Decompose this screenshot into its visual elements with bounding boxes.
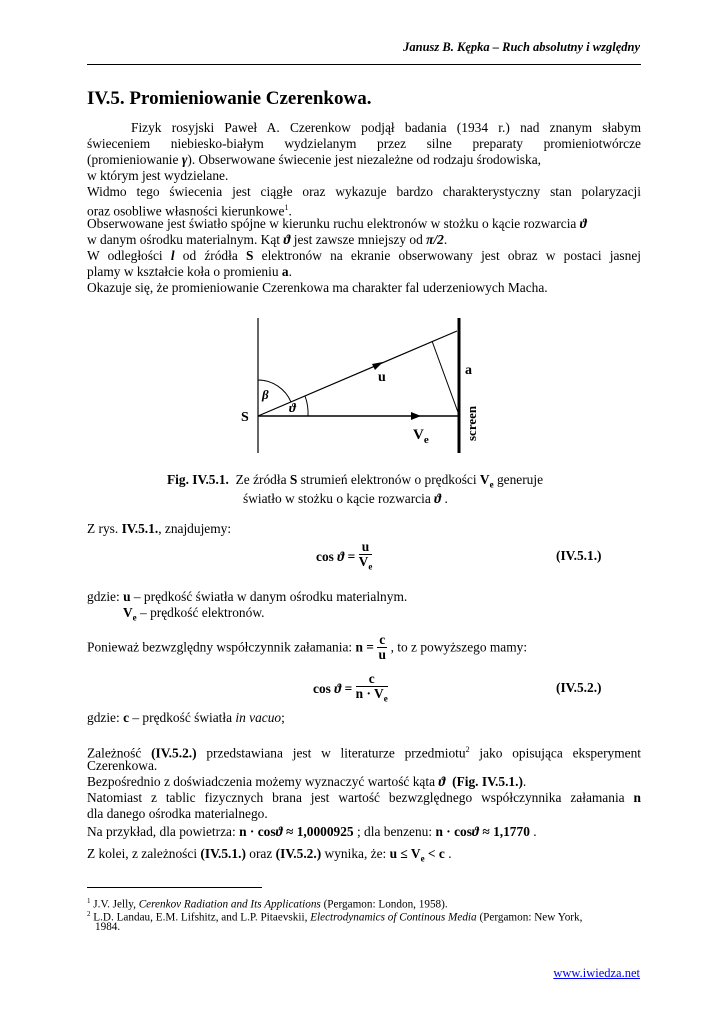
- numerator: c: [379, 632, 386, 647]
- label-S: S: [241, 410, 249, 425]
- text: .: [522, 774, 527, 789]
- text: 1,1770: [493, 824, 530, 839]
- text: n: [633, 790, 641, 805]
- text: in vacuo: [235, 710, 282, 725]
- text: V: [374, 686, 384, 701]
- text: V: [358, 554, 369, 569]
- text: jako opisująca eksperyment: [469, 745, 641, 761]
- text: Ponieważ bezwzględny współczynnik załamania:: [87, 639, 356, 655]
- label-Ve: $V_e$: [413, 427, 429, 446]
- pi-half: π/2: [426, 232, 444, 247]
- numerator: c: [356, 672, 388, 687]
- S-symbol: S: [246, 248, 254, 263]
- inequality: [389, 846, 445, 864]
- text: w danym ośrodku materialnym. Kąt: [87, 232, 284, 247]
- a-symbol: a: [281, 264, 289, 279]
- text: n: [355, 686, 364, 701]
- text: ≈: [482, 824, 490, 839]
- text: Natomiast z tablic fizycznych brana jest wartość bezwzględnego współczynnika załamania: [87, 790, 634, 805]
- header-divider: [87, 64, 641, 65]
- text: (promieniowanie: [87, 152, 182, 167]
- numerator: u: [359, 540, 373, 555]
- text: W odległości: [87, 248, 171, 263]
- text: J.V. Jelly,: [90, 898, 139, 911]
- text: Zależność: [87, 745, 152, 761]
- footnote-ref-1: 1: [284, 203, 289, 212]
- para4-line1: [87, 248, 641, 264]
- equation-2-label: (IV.5.2.): [556, 680, 602, 695]
- section-title: IV.5. Promieniowanie Czerenkowa.: [87, 88, 372, 109]
- text: gdzie:: [87, 710, 124, 725]
- text: 1: [87, 897, 91, 905]
- text: światło w stożku o kącie rozwarcia: [243, 491, 435, 506]
- figure-ref: IV.5.1.: [121, 521, 159, 536]
- theta-symbol: ϑ: [334, 680, 342, 696]
- text: strumień elektronów o prędkości: [297, 472, 480, 487]
- text: (Pergamon: New York,: [476, 911, 583, 924]
- theta-symbol: ϑ: [283, 232, 291, 247]
- figure-caption-line2: światło w stożku o kącie rozwarcia ϑ .: [243, 491, 448, 506]
- footnote-divider: [87, 887, 262, 888]
- text: , to z powyższego mamy:: [390, 639, 528, 655]
- text: przedstawiana jest w literaturze przedmiotu: [196, 745, 466, 761]
- cos: cos: [316, 548, 334, 564]
- text: u: [123, 589, 131, 604]
- light-cone-line: [258, 331, 457, 416]
- equals: =: [366, 639, 374, 655]
- figure-caption-line1: [167, 472, 641, 493]
- text: , znajdujemy:: [158, 521, 232, 536]
- figure-number: Fig. IV.5.1.: [167, 472, 229, 487]
- text: u: [389, 846, 398, 861]
- theta-symbol: ϑ: [438, 774, 446, 789]
- u-arrowhead: [372, 362, 383, 370]
- where-line1: [87, 589, 641, 605]
- text: n: [355, 639, 363, 655]
- text: V: [123, 605, 133, 620]
- text: e: [420, 853, 425, 864]
- conclusion-line: [87, 846, 641, 867]
- text: plamy w kształcie koła o promieniu: [87, 264, 282, 279]
- text: e: [383, 693, 388, 704]
- theta-symbol: ϑ: [337, 548, 345, 564]
- where-line2: [123, 605, 677, 626]
- website-link[interactable]: www.iwiedza.net: [553, 966, 640, 980]
- text: Obserwowane jest światło spójne w kierunku ruchu elektronów w stożku o kącie rozwarcia: [87, 216, 580, 231]
- text: .: [288, 203, 292, 219]
- label-beta: β: [262, 387, 269, 402]
- text: .: [443, 232, 448, 247]
- text: V: [410, 846, 421, 861]
- text: Z kolei, z zależności: [87, 846, 201, 861]
- text: e: [132, 612, 137, 623]
- text: ·: [446, 824, 451, 839]
- text: Bezpośrednio z doświadczenia możemy wyznaczyć wartość kąta: [87, 774, 439, 789]
- text: (Fig. IV.5.1.): [452, 774, 523, 789]
- text: V: [479, 472, 490, 487]
- dependency-line2: Czerenkowa.: [87, 758, 158, 773]
- text: .: [529, 824, 537, 839]
- fraction: [356, 672, 388, 706]
- cos: cos: [313, 680, 331, 696]
- text: – prędkość światła w danym ośrodku materialnym.: [130, 589, 408, 604]
- text: L.D. Landau, E.M. Lifshitz, and L.P. Pitaevskii,: [90, 911, 311, 924]
- text: .: [444, 846, 452, 861]
- para1-line1: Fizyk rosyjski Paweł A. Czerenkow podjął badania (1934 r.) nad znanym słabym: [131, 120, 641, 135]
- however-line1: [87, 790, 641, 806]
- para1-line4: w którym jest wydzielane.: [87, 168, 229, 183]
- footnote-2-cont: 1984.: [95, 921, 121, 933]
- text: Na przykład, dla powietrza:: [87, 824, 240, 839]
- text: od źródła: [174, 248, 246, 263]
- text: 1,0000925: [296, 824, 354, 839]
- text: Z rys.: [87, 521, 122, 536]
- l-symbol: l: [170, 248, 175, 263]
- however-line2: dla danego ośrodka materialnego.: [87, 806, 268, 821]
- text: Ze źródła: [235, 472, 290, 487]
- benzene-expr: n · cosϑ ≈ 1,1770: [435, 824, 530, 839]
- para5-line1: Okazuje się, że promieniowanie Czerenkowa ma charakter fal uderzeniowych Macha.: [87, 280, 548, 295]
- text: (Pergamon: London, 1958).: [320, 898, 448, 911]
- text: ϑ: [471, 824, 479, 839]
- equation-1: [316, 540, 372, 574]
- footnote-ref-2: 2: [465, 745, 470, 754]
- text: c: [438, 846, 445, 861]
- text: ;: [281, 710, 285, 725]
- wavefront-line: [432, 341, 459, 415]
- text: generuje: [493, 472, 544, 487]
- text: ϑ: [275, 824, 283, 839]
- denominator: u: [378, 647, 386, 662]
- label-u: u: [378, 370, 386, 385]
- text: ≈: [285, 824, 294, 839]
- text: 2: [87, 910, 91, 918]
- example-line: [87, 824, 641, 840]
- fraction: [359, 540, 373, 574]
- text: e: [368, 561, 373, 572]
- text: jest zawsze mniejszy od: [290, 232, 427, 247]
- para1-line3: [87, 152, 641, 168]
- equals: =: [347, 548, 356, 564]
- where-c-line: [87, 710, 641, 726]
- from-figure-line: [87, 521, 641, 537]
- text: ). Obserwowane świecenie jest niezależne od rodzaju środowiska,: [187, 152, 542, 167]
- label-theta: ϑ: [289, 400, 296, 415]
- text: (IV.5.2.): [151, 745, 197, 761]
- text: ·: [249, 824, 255, 839]
- text: S: [289, 472, 298, 487]
- ve-arrowhead: [411, 412, 421, 420]
- text: – prędkość światła: [129, 710, 236, 725]
- theta-symbol: ϑ: [434, 491, 442, 506]
- text: gdzie:: [87, 589, 124, 604]
- para1-line2: świeceniem niebiesko-białym wydzielanym przez silne preparaty promieniotwórcze: [87, 136, 641, 151]
- since-line: [87, 633, 527, 662]
- theta-symbol: ϑ: [579, 216, 587, 231]
- text: (IV.5.2.): [275, 846, 322, 861]
- text: ·: [366, 686, 371, 701]
- cherenkov-cone-figure: [235, 313, 525, 458]
- equation-2: [313, 672, 388, 706]
- gamma-symbol: γ: [181, 152, 188, 167]
- running-header: Janusz B. Kępka – Ruch absolutny i względny: [403, 40, 640, 54]
- text: .: [288, 264, 292, 279]
- text: cos: [257, 824, 276, 839]
- text: c: [123, 710, 130, 725]
- text: <: [427, 846, 436, 861]
- para3-line1: [87, 216, 641, 232]
- para4-line2: [87, 264, 641, 280]
- equals: =: [344, 680, 353, 696]
- denominator: [359, 555, 373, 574]
- text: ≤: [400, 846, 408, 861]
- para2-line1: Widmo tego świecenia jest ciągłe oraz wykazuje bardzo charakterystyczny stan polaryzacji: [87, 184, 641, 199]
- text: Electrodynamics of Continous Media: [310, 911, 477, 924]
- label-a: a: [465, 363, 472, 378]
- text: – prędkość elektronów.: [136, 605, 265, 620]
- equation-1-label: (IV.5.1.): [556, 548, 602, 563]
- text: oraz osobliwe własności kierunkowe: [87, 203, 285, 219]
- text: e: [489, 479, 494, 490]
- theta-arc: [305, 396, 308, 416]
- air-expr: n · cosϑ ≈ 1,0000925: [239, 824, 354, 839]
- denominator: [356, 687, 388, 706]
- text: Cerenkov Radiation and Its Applications: [138, 898, 321, 911]
- direct-line: [87, 774, 641, 790]
- label-screen: screen: [464, 405, 479, 441]
- text: ; dla benzenu:: [353, 824, 436, 839]
- para3-line2: [87, 232, 641, 248]
- text: (IV.5.1.): [200, 846, 246, 861]
- text: elektronów na ekranie obserwowany jest obraz w postaci jasnej: [253, 248, 642, 263]
- text: oraz: [245, 846, 276, 861]
- fraction: [377, 633, 387, 662]
- text: wynika, że:: [321, 846, 390, 861]
- text: cos: [454, 824, 472, 839]
